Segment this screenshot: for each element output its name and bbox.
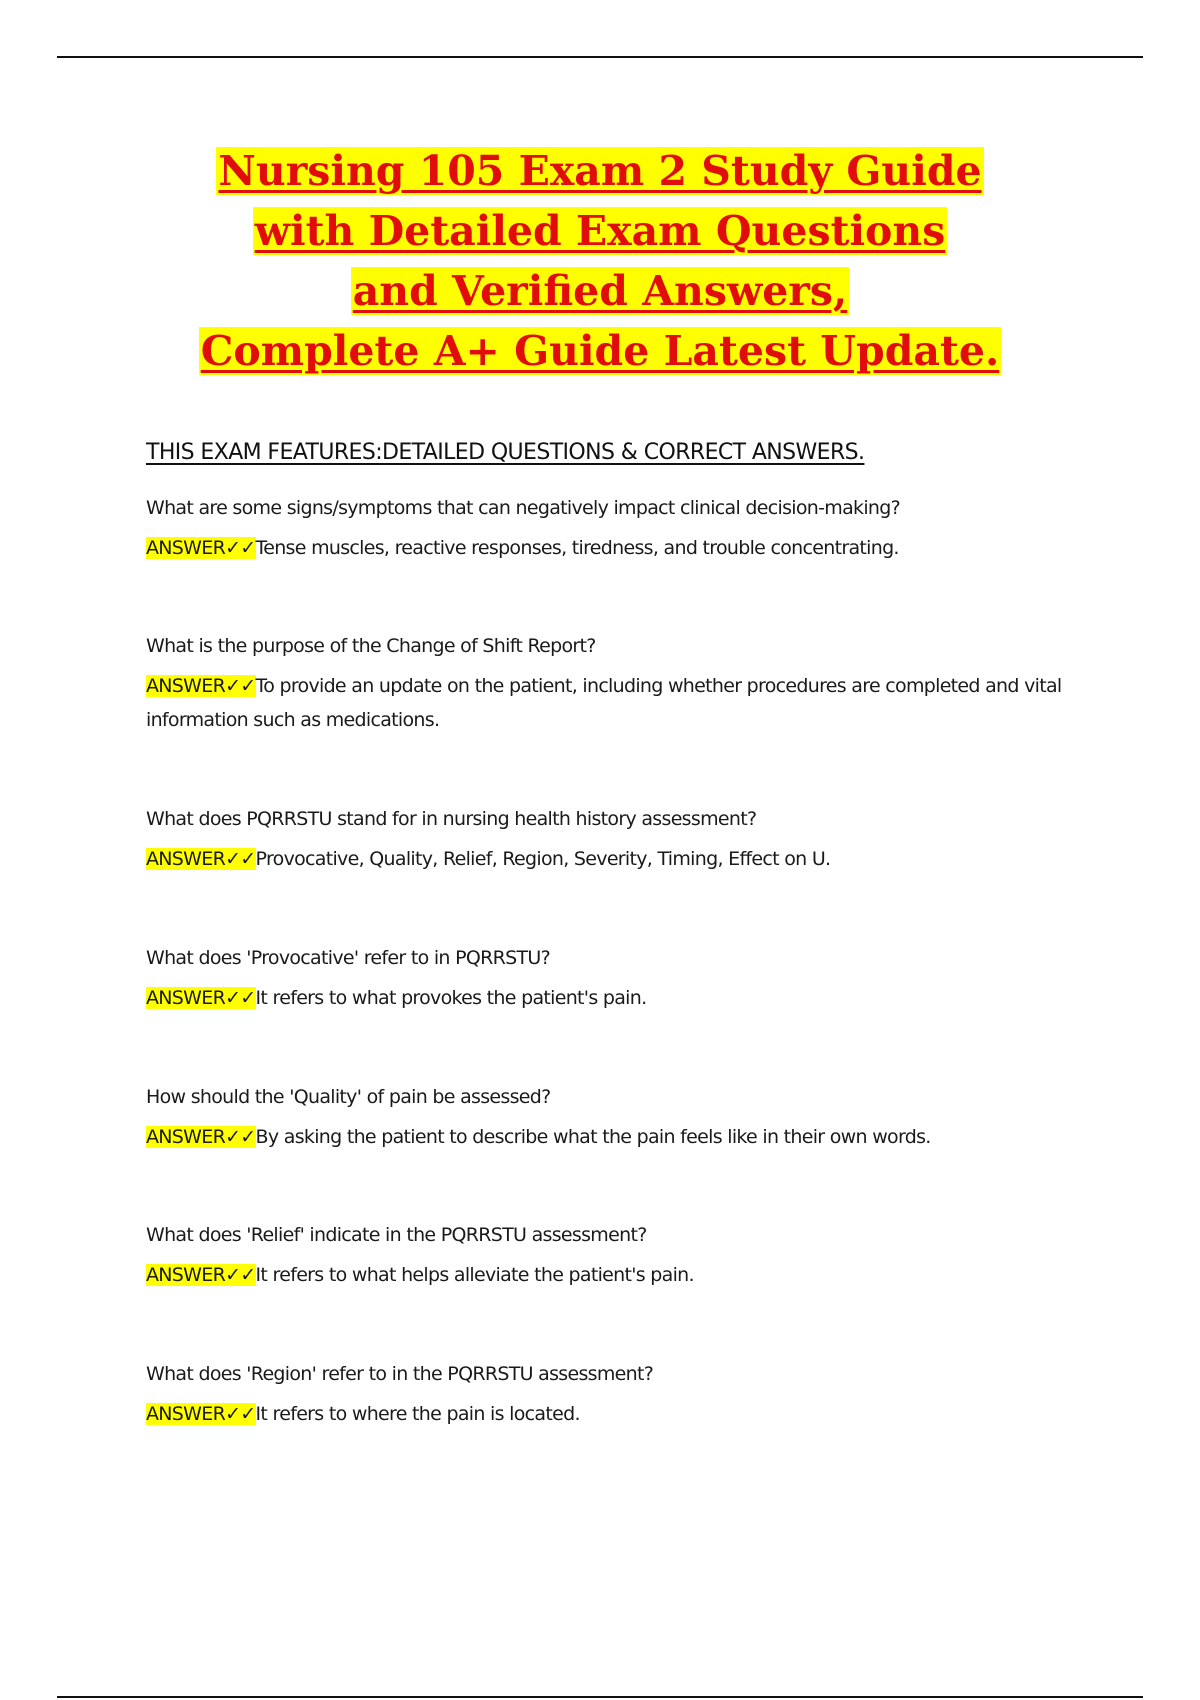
features-heading: THIS EXAM FEATURES:DETAILED QUESTIONS & CORRECT ANSWERS.	[146, 440, 865, 465]
question-text: What does 'Region' refer to in the PQRRSTU assessment?	[146, 1363, 654, 1385]
qa-item	[146, 632, 1086, 737]
answer-tag	[146, 537, 256, 559]
qa-item	[146, 805, 1086, 876]
answer-tag	[146, 1126, 256, 1148]
answer-tag	[146, 1264, 256, 1286]
answer-text	[146, 981, 1086, 1015]
title-line: Nursing 105 Exam 2 Study Guide	[218, 147, 982, 195]
double-check-icon: ✓✓	[225, 1126, 256, 1148]
answer-tag	[146, 987, 256, 1009]
qa-item	[146, 1083, 1086, 1154]
top-rule	[57, 56, 1143, 58]
answer-tag	[146, 848, 256, 870]
answer-text	[146, 1258, 1086, 1292]
answer-body: To provide an update on the patient, including whether procedures are completed and vital information such as medications.	[146, 675, 1062, 731]
answer-body: By asking the patient to describe what the pain feels like in their own words.	[255, 1126, 931, 1148]
title-line: Complete A+ Guide Latest Update.	[200, 327, 1000, 375]
answer-label: ANSWER	[146, 987, 226, 1009]
answer-body: It refers to what provokes the patient's pain.	[255, 987, 647, 1009]
document-title	[0, 141, 1200, 381]
title-line: and Verified Answers,	[352, 267, 848, 315]
qa-item	[146, 944, 1086, 1015]
double-check-icon: ✓✓	[225, 1403, 256, 1425]
answer-body: It refers to what helps alleviate the patient's pain.	[255, 1264, 694, 1286]
question-text: How should the 'Quality' of pain be assessed?	[146, 1086, 551, 1108]
question-text: What does 'Provocative' refer to in PQRRSTU?	[146, 947, 550, 969]
double-check-icon: ✓✓	[225, 537, 256, 559]
double-check-icon: ✓✓	[225, 675, 256, 697]
bottom-rule	[57, 1696, 1143, 1698]
answer-label: ANSWER	[146, 1403, 226, 1425]
qa-item	[146, 1221, 1086, 1292]
title-line: with Detailed Exam Questions	[254, 207, 946, 255]
answer-body: Tense muscles, reactive responses, tiredness, and trouble concentrating.	[255, 537, 899, 559]
question-text: What is the purpose of the Change of Shift Report?	[146, 635, 596, 657]
question-text: What are some signs/symptoms that can negatively impact clinical decision-making?	[146, 497, 901, 519]
answer-tag	[146, 1403, 256, 1425]
answer-text	[146, 1120, 1086, 1154]
answer-text	[146, 669, 1086, 737]
double-check-icon: ✓✓	[225, 1264, 256, 1286]
answer-text	[146, 531, 1086, 565]
question-text: What does PQRRSTU stand for in nursing health history assessment?	[146, 808, 757, 830]
qa-item	[146, 1360, 1086, 1431]
answer-label: ANSWER	[146, 537, 226, 559]
answer-label: ANSWER	[146, 675, 226, 697]
double-check-icon: ✓✓	[225, 987, 256, 1009]
answer-text	[146, 1397, 1086, 1431]
answer-tag	[146, 675, 256, 697]
qa-item	[146, 494, 1086, 565]
question-text: What does 'Relief' indicate in the PQRRSTU assessment?	[146, 1224, 647, 1246]
answer-text	[146, 842, 1086, 876]
answer-body: Provocative, Quality, Relief, Region, Severity, Timing, Effect on U.	[255, 848, 831, 870]
answer-body: It refers to where the pain is located.	[255, 1403, 580, 1425]
answer-label: ANSWER	[146, 1126, 226, 1148]
answer-label: ANSWER	[146, 1264, 226, 1286]
answer-label: ANSWER	[146, 848, 226, 870]
double-check-icon: ✓✓	[225, 848, 256, 870]
